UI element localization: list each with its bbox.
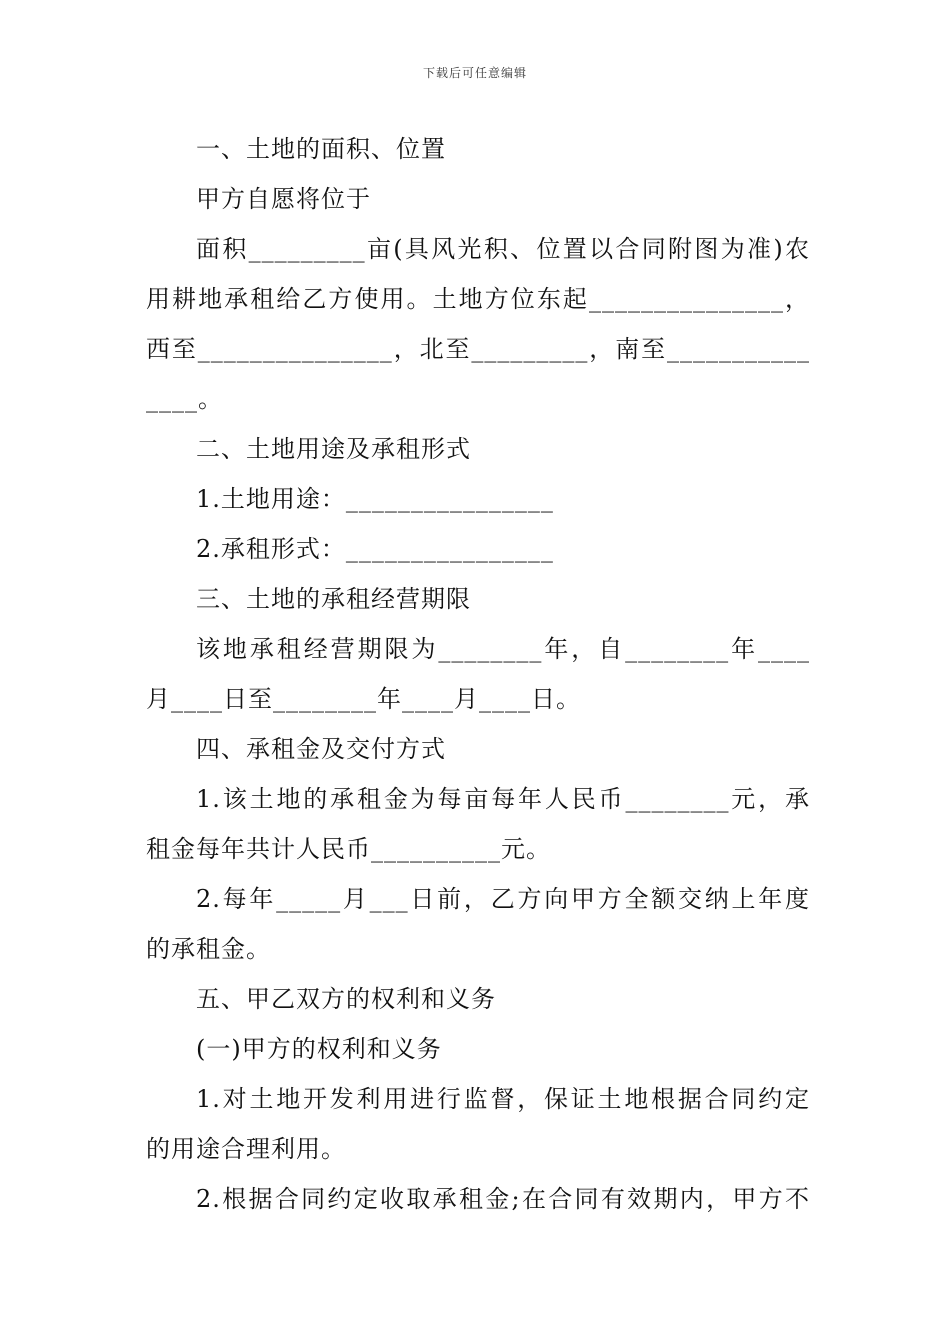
- section-3-heading: 三、土地的承租经营期限: [196, 585, 471, 613]
- section-2-item-2: 2.承租形式：________________: [196, 535, 554, 563]
- section-1-paragraph-1: 甲方自愿将位于: [196, 185, 371, 213]
- section-4-item-1-line-2: 租金每年共计人民币__________元。: [146, 835, 551, 863]
- section-4-item-1-line-1: 1.该土地的承租金为每亩每年人民币________元，承: [196, 785, 810, 813]
- section-5-subheading-1: (一)甲方的权利和义务: [196, 1035, 442, 1063]
- section-1-paragraph-2-line-1: 面积_________亩(具风光积、位置以合同附图为准)农: [196, 235, 810, 263]
- section-3-paragraph-line-2: 月____日至________年____月____日。: [146, 685, 581, 713]
- page-header-note: 下载后可任意编辑: [422, 66, 527, 80]
- section-1-heading: 一、土地的面积、位置: [196, 135, 446, 163]
- section-5-item-1-line-1: 1.对土地开发利用进行监督，保证土地根据合同约定: [196, 1085, 810, 1113]
- section-4-item-2-line-2: 的承租金。: [146, 935, 271, 963]
- section-2-item-1: 1.土地用途：________________: [196, 485, 554, 513]
- section-2-heading: 二、土地用途及承租形式: [196, 435, 471, 463]
- section-4-heading: 四、承租金及交付方式: [196, 735, 446, 763]
- section-1-paragraph-2-line-2: 用耕地承租给乙方使用。土地方位东起_______________，: [146, 285, 810, 313]
- section-1-paragraph-2-line-3: 西至_______________，北至_________，南至___________: [146, 335, 810, 363]
- section-5-item-1-line-2: 的用途合理利用。: [146, 1135, 346, 1163]
- section-1-paragraph-2-line-4: ____。: [146, 385, 223, 413]
- section-4-item-2-line-1: 2.每年_____月___日前，乙方向甲方全额交纳上年度: [196, 885, 810, 913]
- section-3-paragraph-line-1: 该地承租经营期限为________年，自________年____: [196, 635, 810, 663]
- section-5-item-2-line-1: 2.根据合同约定收取承租金;在合同有效期内，甲方不: [196, 1185, 810, 1213]
- section-5-heading: 五、甲乙双方的权利和义务: [196, 985, 496, 1013]
